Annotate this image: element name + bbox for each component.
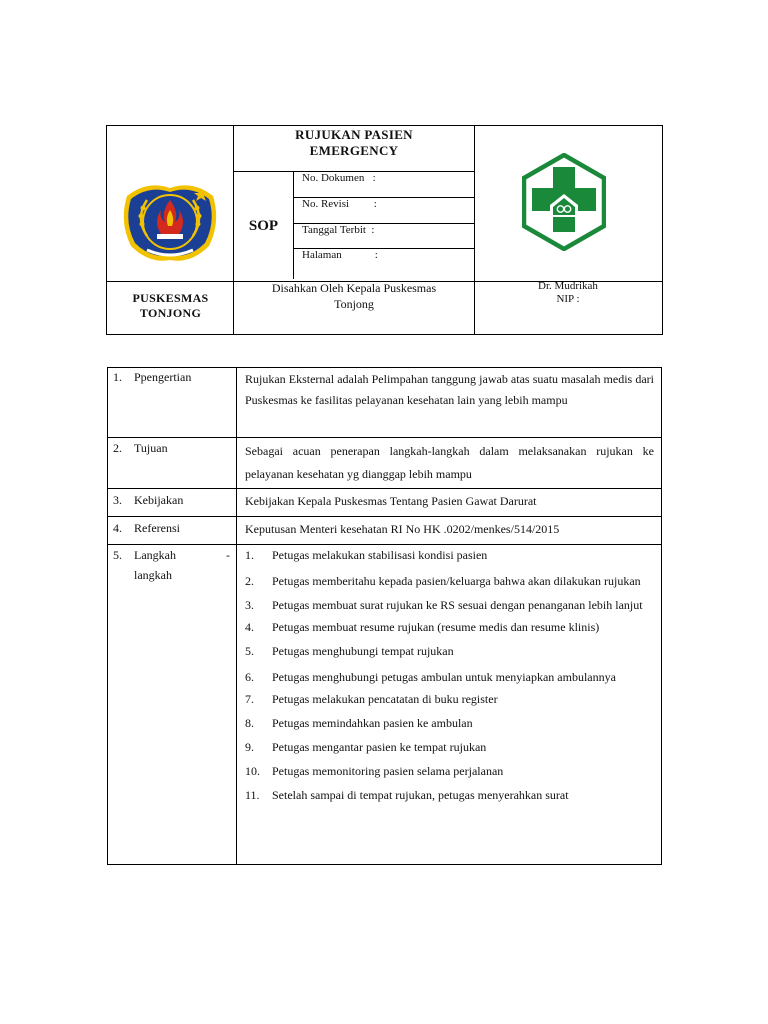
step-text: Petugas mengantar pasien ke tempat rujukan	[272, 740, 487, 754]
approval-line-2: Tonjong	[334, 297, 374, 311]
table-row	[108, 517, 661, 545]
row-label: Tujuan	[134, 441, 168, 455]
row-number: 2.	[113, 441, 122, 455]
list-item	[245, 667, 654, 688]
row-content: Keputusan Menteri kesehatan RI No HK .0202/menkes/514/2015	[245, 522, 560, 536]
steps-list	[245, 545, 654, 803]
step-text: Petugas membuat surat rujukan ke RS sesuai dengan penanganan lebih lanjut	[272, 598, 643, 612]
field-no-revisi: No. Revisi :	[302, 198, 377, 210]
step-text: Petugas memonitoring pasien selama perjalanan	[272, 764, 504, 778]
step-text: Petugas memindahkan pasien ke ambulan	[272, 716, 473, 730]
step-number: 1.	[245, 548, 254, 562]
step-text: Petugas menghubungi petugas ambulan untuk menyiapkan ambulannya	[272, 670, 616, 684]
step-number: 11.	[245, 788, 260, 802]
row-content: Rujukan Eksternal adalah Pelimpahan tanggung jawab atas suatu masalah medis dari Puskesmas ke fasilitas pelayanan kesehatan lain yang lebih mampu	[245, 372, 654, 407]
organization-name	[107, 291, 234, 321]
list-item	[245, 643, 654, 659]
divider	[293, 171, 294, 279]
step-text: Petugas melakukan stabilisasi kondisi pasien	[272, 548, 488, 562]
table-row	[108, 438, 661, 489]
list-item	[245, 595, 654, 616]
list-item	[245, 691, 654, 707]
table-row	[108, 545, 661, 864]
row-number: 1.	[113, 370, 122, 384]
document-title	[234, 126, 474, 172]
row-label-cell	[108, 545, 237, 864]
row-label: Referensi	[134, 521, 180, 535]
signer-block	[474, 280, 662, 306]
step-number: 9.	[245, 740, 254, 754]
row-content: Sebagai acuan penerapan langkah-langkah dalam melaksanakan rujukan ke pelayanan kesehatan yg dianggap lebih mampu	[245, 444, 654, 481]
list-item	[245, 715, 654, 731]
signer-nip: NIP :	[556, 293, 580, 305]
table-row	[108, 489, 661, 517]
list-item	[245, 619, 654, 635]
step-number: 10.	[245, 764, 260, 778]
step-text: Petugas membuat resume rujukan (resume medis dan resume klinis)	[272, 620, 600, 634]
row-label-cell	[108, 438, 237, 488]
row-label-cont: langkah	[134, 568, 172, 582]
step-number: 7.	[245, 692, 254, 706]
table-row	[108, 368, 661, 438]
row-label: Langkah	[134, 548, 176, 562]
sop-header-box	[106, 125, 663, 335]
step-text: Petugas melakukan pencatatan di buku register	[272, 692, 498, 706]
step-text: Petugas memberitahu kepada pasien/keluarga bahwa akan dilakukan rujukan	[272, 574, 641, 588]
row-label: Kebijakan	[134, 493, 184, 507]
org-line-1: PUSKESMAS	[132, 291, 209, 305]
row-number: 5.	[113, 548, 122, 562]
step-number: 2.	[245, 574, 254, 588]
sop-label: SOP	[248, 217, 279, 234]
row-content: Kebijakan Kepala Puskesmas Tentang Pasien Gawat Darurat	[245, 494, 537, 508]
row-label: Ppengertian	[134, 370, 192, 384]
row-label-cell	[108, 368, 237, 437]
step-number: 8.	[245, 716, 254, 730]
row-number: 4.	[113, 521, 122, 535]
step-number: 5.	[245, 644, 254, 658]
list-item	[245, 739, 654, 755]
step-number: 3.	[245, 598, 254, 612]
field-halaman: Halaman :	[302, 249, 378, 261]
title-line-2: EMERGENCY	[309, 143, 399, 158]
row-label-cell	[108, 489, 237, 516]
approval-text	[234, 280, 474, 312]
regional-government-emblem-icon	[117, 174, 223, 264]
list-item	[245, 787, 654, 803]
title-line-1: RUJUKAN PASIEN	[295, 127, 413, 142]
field-tanggal-terbit: Tanggal Terbit :	[302, 224, 375, 236]
procedure-table	[107, 367, 662, 865]
row-label-cell	[108, 517, 237, 544]
approval-line-1: Disahkan Oleh Kepala Puskesmas	[271, 281, 437, 295]
signer-name: Dr. Mudrikah	[538, 280, 598, 292]
step-text: Setelah sampai di tempat rujukan, petugas menyerahkan surat	[272, 788, 569, 802]
row-number: 3.	[113, 493, 122, 507]
list-item	[245, 547, 654, 563]
list-item	[245, 571, 654, 591]
step-text: Petugas menghubungi tempat rujukan	[272, 644, 454, 658]
row-label-dash: -	[226, 548, 230, 562]
org-line-2: TONJONG	[139, 306, 202, 320]
step-number: 6.	[245, 670, 254, 684]
list-item	[245, 763, 654, 779]
field-no-dokumen: No. Dokumen :	[302, 172, 376, 184]
step-number: 4.	[245, 620, 254, 634]
puskesmas-green-cross-icon	[522, 153, 606, 251]
